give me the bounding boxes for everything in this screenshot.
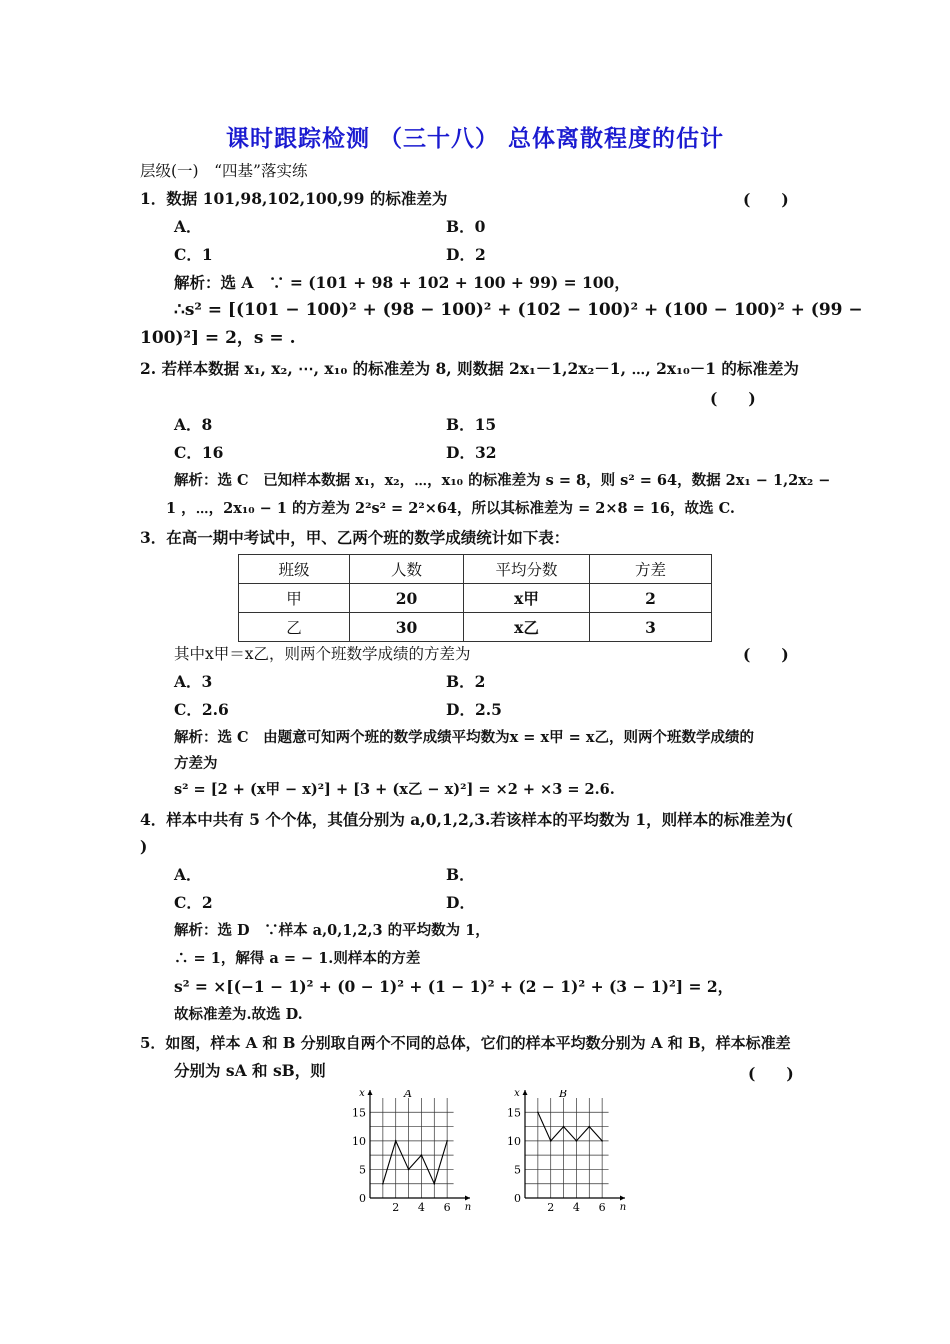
q4-solution-line4: 故标准差为.故选 D. [174,1006,303,1023]
q3-solution-line1: 解析：选 C 由题意可知两个班的数学成绩平均数为x = x甲 = x乙，则两个班数学成绩的 [174,729,755,746]
q5-answer-blank: ( ) [748,1064,794,1083]
q2-option-c: C．16 [174,443,224,462]
table-header-row [239,555,712,584]
x-tick-label: 4 [572,1201,580,1212]
data-point [576,1140,578,1142]
q2-solution-line2: 1 ，⋯，2x₁₀ − 1 的方差为 2²s² = 2²×64，所以其标准差为 = 2×8 = 16，故选 C. [166,500,735,517]
q4-option-a: A． [174,865,202,884]
y-axis-label: x [514,1090,520,1099]
q4-solution-line1: 解析：选 D ∵样本 a,0,1,2,3 的平均数为 1， [174,922,490,939]
data-point [433,1183,435,1185]
page-title: 课时跟踪检测 （三十八） 总体离散程度的估计 [225,126,724,152]
table-cell: 甲 [239,584,350,613]
data-point [446,1140,448,1142]
q3-option-d: D．2.5 [446,700,502,719]
q2-stem: 2. 若样本数据 x₁, x₂, ⋯, x₁₀ 的标准差为 8, 则数据 2x₁－1,2x₂－1, ⋯, 2x₁₀－1 的标准差为 [140,359,799,378]
y-tick-label: 15 [352,1106,366,1120]
q2-option-b: B．15 [446,415,497,434]
table-cell: 20 [350,584,464,613]
y-axis-arrow [523,1090,528,1095]
x-tick-label: 2 [547,1201,555,1212]
q3-stem-continued: 其中x甲＝x乙，则两个班数学成绩的方差为 [174,645,471,663]
q3-option-a: A．3 [174,672,213,691]
chart-title: A [404,1090,412,1100]
x-axis-arrow [465,1196,470,1201]
y-tick-label: 10 [352,1134,366,1148]
q1-option-b: B．0 [446,217,486,236]
table-header-cell: 平均分数 [464,555,590,584]
table-cell: 2 [590,584,712,613]
q4-stem-continued: ) [140,837,148,856]
x-tick-label: 6 [598,1201,606,1212]
y-axis-arrow [368,1090,373,1095]
q1-solution-line3: 100)²] = 2，s = . [140,328,296,348]
data-point [421,1154,423,1156]
q1-option-c: C．1 [174,245,213,264]
table-cell: x乙 [464,613,590,642]
table-row [239,584,712,613]
q1-answer-blank: ( ) [743,190,789,209]
chart-title: B [558,1090,568,1100]
q4-option-c: C．2 [174,893,213,912]
data-point [382,1183,384,1185]
q3-option-c: C．2.6 [174,700,229,719]
x-tick-label: 6 [443,1201,451,1212]
x-axis-arrow [620,1196,625,1201]
data-point [563,1126,565,1128]
x-tick-label: 4 [417,1201,425,1212]
table-header-cell: 班级 [239,555,350,584]
q1-stem: 1．数据 101,98,102,100,99 的标准差为 [140,189,448,208]
y-tick-label: 0 [359,1192,366,1205]
q3-answer-blank: ( ) [743,645,789,664]
section-heading: 层级(一) “四基”落实练 [140,162,308,180]
q4-option-b: B． [446,865,475,884]
score-table [238,554,712,642]
q2-answer-blank: ( ) [710,389,756,408]
q4-solution-line2: ∴ = 1，解得 a = − 1.则样本的方差 [174,950,421,967]
y-tick-label: 10 [507,1134,521,1148]
table-header-cell: 人数 [350,555,464,584]
table-cell: 3 [590,613,712,642]
y-tick-label: 5 [514,1163,521,1177]
q1-option-a: A． [174,217,202,236]
table-cell: x甲 [464,584,590,613]
table-cell: 30 [350,613,464,642]
q3-solution-line3: s² = [2 + (x甲 − x)²] + [3 + (x乙 − x)²] = ×2 + ×3 = 2.6. [174,781,615,798]
sample-b-chart [503,1090,635,1212]
data-point [601,1140,603,1142]
q2-option-d: D．32 [446,443,497,462]
q3-option-b: B．2 [446,672,486,691]
q5-stem-continued: 分别为 sA 和 sB，则 [174,1061,326,1080]
data-point [537,1111,539,1113]
sample-a-chart [348,1090,480,1212]
q4-option-d: D． [446,893,475,912]
q1-option-d: D．2 [446,245,486,264]
x-tick-label: 2 [392,1201,400,1212]
q5-stem: 5．如图，样本 A 和 B 分别取自两个不同的总体，它们的样本平均数分别为 A 和 B，样本标准差 [140,1034,791,1052]
q2-solution-line1: 解析：选 C 已知样本数据 x₁，x₂，⋯，x₁₀ 的标准差为 s = 8，则 s² = 64，数据 2x₁ − 1,2x₂ − [174,472,831,489]
table-header-cell: 方差 [590,555,712,584]
table-row [239,613,712,642]
q2-option-a: A．8 [174,415,213,434]
q1-solution-line1: 解析：选 A ∵ = (101 + 98 + 102 + 100 + 99) = 100， [174,273,630,292]
q4-solution-line3: s² = ×[(−1 − 1)² + (0 − 1)² + (1 − 1)² + (2 − 1)² + (3 − 1)²] = 2， [174,977,734,996]
data-point [395,1140,397,1142]
y-tick-label: 5 [359,1163,366,1177]
q1-solution-line2: ∴s² = [(101 − 100)² + (98 − 100)² + (102 − 100)² + (100 − 100)² + (99 − [174,300,863,320]
table-cell: 乙 [239,613,350,642]
y-tick-label: 0 [514,1192,521,1205]
q3-solution-line2: 方差为 [174,755,218,772]
data-point [550,1140,552,1142]
data-point [408,1169,410,1171]
x-axis-label: n [464,1202,472,1212]
series-line [383,1141,447,1184]
y-tick-label: 15 [507,1106,521,1120]
y-axis-label: x [359,1090,365,1099]
x-axis-label: n [619,1202,627,1212]
q3-stem: 3．在高一期中考试中，甲、乙两个班的数学成绩统计如下表： [140,528,570,547]
data-point [588,1126,590,1128]
q4-stem: 4．样本中共有 5 个个体，其值分别为 a,0,1,2,3.若该样本的平均数为 1，则样本的标准差为( [140,810,793,829]
